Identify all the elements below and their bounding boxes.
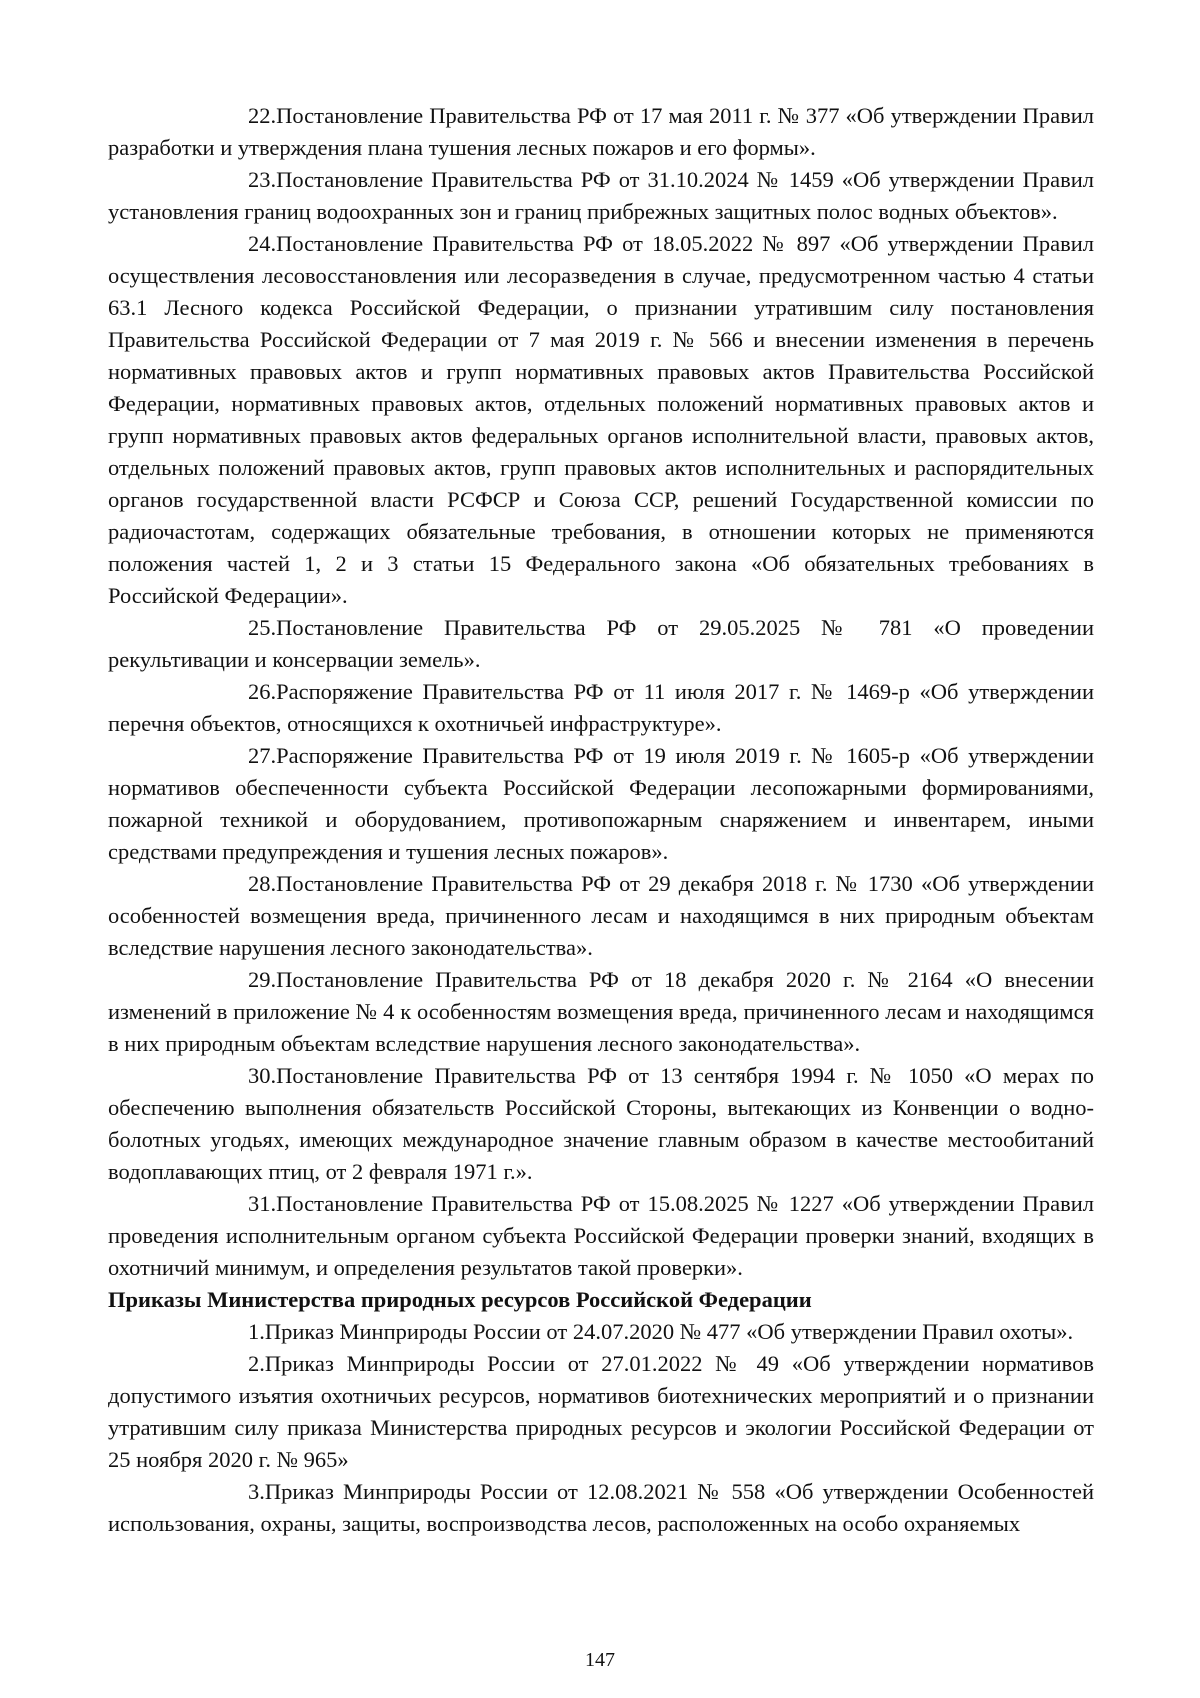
- list-item-3: [108, 1476, 1094, 1540]
- item-text: Постановление Правительства РФ от 29 декабря 2018 г. № 1730 «Об утверждении особенностей возмещения вреда, причиненного лесам и находящимся в них природным объектам вследствие нарушения лесного законодательства».: [108, 871, 1094, 960]
- item-text: Постановление Правительства РФ от 17 мая 2011 г. № 377 «Об утверждении Правил разработки и утверждения плана тушения лесных пожаров и его формы».: [108, 103, 1094, 160]
- item-text: Постановление Правительства РФ от 18.05.2022 № 897 «Об утверждении Правил осуществления лесовосстановления или лесоразведения в случае, предусмотренном частью 4 статьи 63.1 Лесного кодекса Российской Федерации, о признании утратившим силу постановления Правительства Российской Федерации от 7 мая 2019 г. № 566 и внесении изменения в перечень нормативных правовых актов и групп нормативных правовых актов Правительства Российской Федерации, нормативных правовых актов, отдельных положений нормативных правовых актов и групп нормативных правовых актов федеральных органов исполнительной власти, правовых актов, отдельных положений правовых актов, групп правовых актов исполнительных и распорядительных органов государственной власти РСФСР и Союза ССР, решений Государственной комиссии по радиочастотам, содержащих обязательные требования, в отношении которых не применяются положения частей 1, 2 и 3 статьи 15 Федерального закона «Об обязательных требованиях в Российской Федерации».: [108, 231, 1094, 608]
- item-text: Приказ Минприроды России от 12.08.2021 № 558 «Об утверждении Особенностей использования, охраны, защиты, воспроизводства лесов, расположенных на особо охраняемых: [108, 1479, 1094, 1536]
- item-number: 25.: [248, 615, 277, 640]
- item-text: Распоряжение Правительства РФ от 19 июля 2019 г. № 1605-р «Об утверждении нормативов обеспеченности субъекта Российской Федерации лесопожарными формированиями, пожарной техникой и оборудованием, противопожарным снаряжением и инвентарем, иными средствами предупреждения и тушения лесных пожаров».: [108, 743, 1094, 864]
- document-body: [108, 100, 1094, 1540]
- item-number: 2.: [248, 1351, 265, 1376]
- item-number: 22.: [248, 103, 277, 128]
- item-number: 27.: [248, 743, 277, 768]
- list-item-23: [108, 164, 1094, 228]
- item-text: Распоряжение Правительства РФ от 11 июля 2017 г. № 1469-р «Об утверждении перечня объектов, относящихся к охотничьей инфраструктуре».: [108, 679, 1094, 736]
- list-item-27: [108, 740, 1094, 868]
- page-number: 147: [585, 1649, 615, 1671]
- list-item-22: [108, 100, 1094, 164]
- list-item-24: [108, 228, 1094, 612]
- item-number: 24.: [248, 231, 277, 256]
- list-item-26: [108, 676, 1094, 740]
- item-text: Постановление Правительства РФ от 18 декабря 2020 г. № 2164 «О внесении изменений в приложение № 4 к особенностям возмещения вреда, причиненного лесам и находящимся в них природным объектам вследствие нарушения лесного законодательства».: [108, 967, 1094, 1056]
- item-number: 28.: [248, 871, 277, 896]
- list-item-31: [108, 1188, 1094, 1284]
- item-text: Постановление Правительства РФ от 13 сентября 1994 г. № 1050 «О мерах по обеспечению выполнения обязательств Российской Стороны, вытекающих из Конвенции о водно-болотных угодьях, имеющих международное значение главным образом в качестве местообитаний водоплавающих птиц, от 2 февраля 1971 г.».: [108, 1063, 1094, 1184]
- list-item-28: [108, 868, 1094, 964]
- item-number: 3.: [248, 1479, 265, 1504]
- item-number: 26.: [248, 679, 277, 704]
- list-item-25: [108, 612, 1094, 676]
- item-number: 30.: [248, 1063, 277, 1088]
- item-text: Постановление Правительства РФ от 15.08.2025 № 1227 «Об утверждении Правил проведения исполнительным органом субъекта Российской Федерации проверки знаний, входящих в охотничий минимум, и определения результатов такой проверки».: [108, 1191, 1094, 1280]
- item-number: 29.: [248, 967, 277, 992]
- list-item-1: [108, 1316, 1094, 1348]
- item-text: Постановление Правительства РФ от 31.10.2024 № 1459 «Об утверждении Правил установления границ водоохранных зон и границ прибрежных защитных полос водных объектов».: [108, 167, 1094, 224]
- item-number: 1.: [248, 1319, 265, 1344]
- item-text: Приказ Минприроды России от 24.07.2020 № 477 «Об утверждении Правил охоты».: [264, 1319, 1074, 1344]
- list-item-30: [108, 1060, 1094, 1188]
- list-item-29: [108, 964, 1094, 1060]
- item-number: 23.: [248, 167, 277, 192]
- list-item-2: [108, 1348, 1094, 1476]
- item-number: 31.: [248, 1191, 277, 1216]
- item-text: Приказ Минприроды России от 27.01.2022 № 49 «Об утверждении нормативов допустимого изъятия охотничьих ресурсов, нормативов биотехнических мероприятий и о признании утратившим силу приказа Министерства природных ресурсов и экологии Российской Федерации от 25 ноября 2020 г. № 965»: [108, 1351, 1094, 1472]
- section-heading: Приказы Министерства природных ресурсов Российской Федерации: [108, 1287, 812, 1312]
- item-text: Постановление Правительства РФ от 29.05.2025 № 781 «О проведении рекультивации и консервации земель».: [108, 615, 1094, 672]
